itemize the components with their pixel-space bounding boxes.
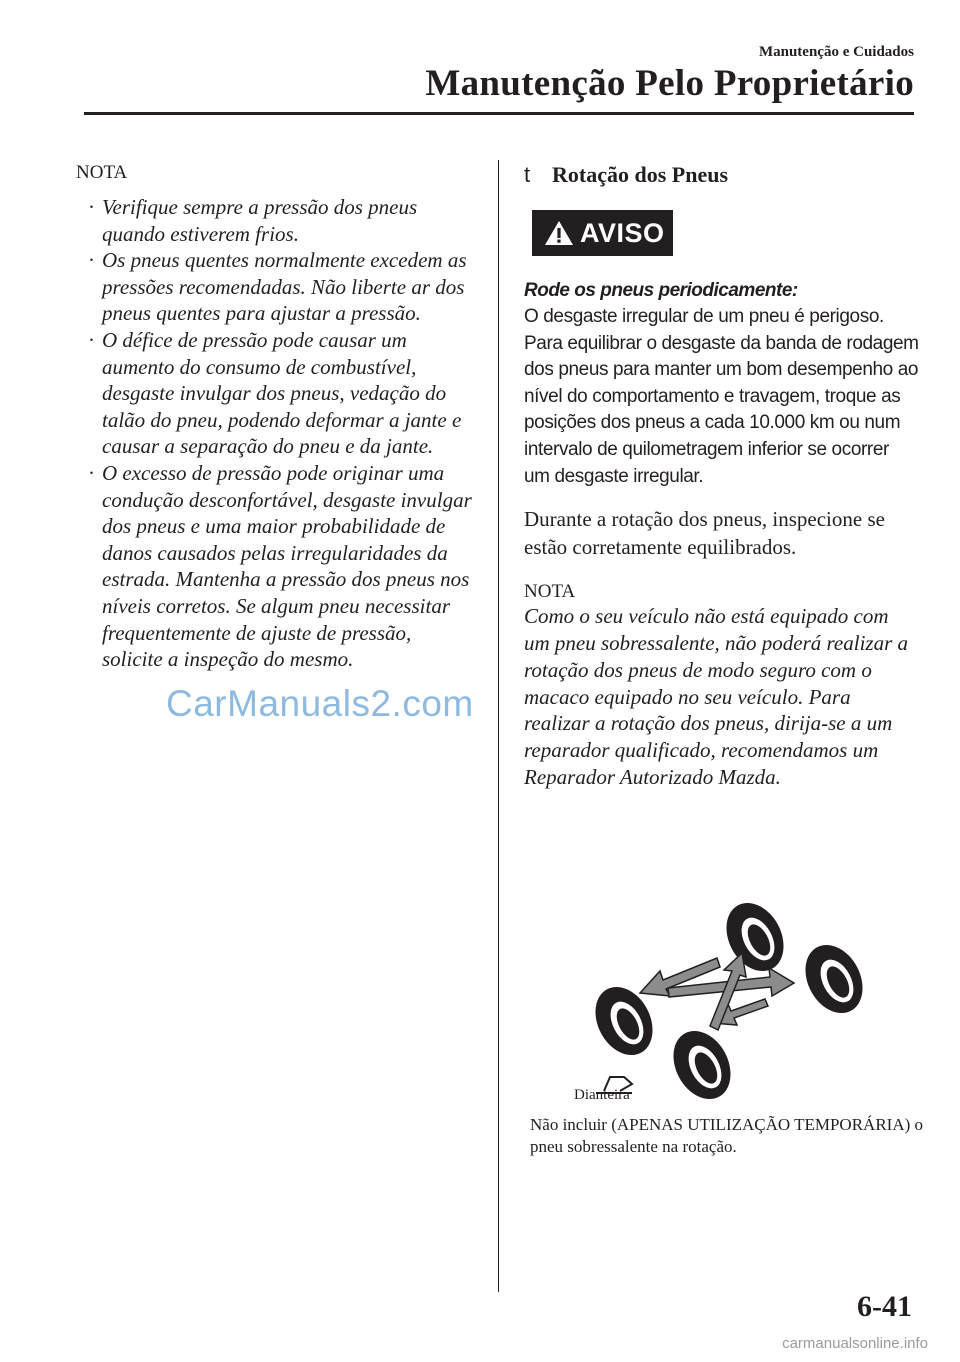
list-item bbox=[76, 460, 476, 673]
note-list bbox=[76, 194, 476, 673]
list-item bbox=[76, 327, 476, 460]
header-section-title: Manutenção e Cuidados bbox=[758, 44, 914, 60]
section-heading bbox=[524, 162, 919, 188]
header-chapter-title: Manutenção Pelo Proprietário bbox=[425, 63, 914, 104]
tire-rotation-diagram bbox=[590, 895, 865, 1110]
note-label: NOTA bbox=[524, 581, 576, 603]
diagram-caption: Não incluir (APENAS UTILIZAÇÃO TEMPORÁRIA) o pneu sobressalente na rotação. bbox=[530, 1115, 924, 1156]
note-text: Como o seu veículo não está equipado com um pneu sobressalente, não poderá realizar a rotação dos pneus de modo seguro com o macaco equipado no seu veículo. Para realizar a rotação dos pneus, dirija-se a um reparador qualificado, recomendamos um Reparador Autorizado Mazda. bbox=[524, 604, 908, 789]
tire-icon bbox=[662, 1021, 742, 1109]
front-label: Dianteira bbox=[574, 1087, 630, 1103]
bullet-icon: · bbox=[88, 195, 95, 219]
page-number: 6-41 bbox=[857, 1290, 912, 1323]
list-item-text: Os pneus quentes normalmente excedem as pressões recomendadas. Não liberte ar dos pneus quentes para ajustar a pressão. bbox=[102, 248, 467, 326]
warning-text: O desgaste irregular de um pneu é perigoso. Para equilibrar o desgaste da banda de rodagem dos pneus para manter um bom desempenho ao nível do comportamento e travagem, troque as posições dos pneus a cada 10.000 km ou num intervalo de quilometragem inferior se ocorrer um desgaste irregular. bbox=[524, 306, 919, 487]
body-text: Durante a rotação dos pneus, inspecione se estão corretamente equilibrados. bbox=[524, 507, 885, 559]
watermark: CarManuals2.com bbox=[166, 683, 474, 724]
list-item bbox=[76, 194, 476, 247]
bullet-icon: · bbox=[88, 460, 95, 485]
right-column bbox=[524, 162, 919, 791]
list-item-text: O excesso de pressão pode originar uma condução desconfortável, desgaste invulgar dos pneus e uma maior probabilidade de danos causados pelas irregularidades da estrada. Mantenha a pressão dos pneus nos níveis corretos. Se algum pneu necessitar frequentemente de ajuste de pressão, solicite a inspeção do mesmo. bbox=[102, 460, 472, 672]
list-item-text: O défice de pressão pode causar um aumento do consumo de combustível, desgaste invulgar dos pneus, vedação do talão do pneu, podendo deformar a jante e causar a separação do pneu e da jante. bbox=[102, 327, 462, 459]
page-header bbox=[0, 0, 960, 120]
footer-url: carmanualsonline.info bbox=[782, 1335, 928, 1352]
list-item bbox=[76, 247, 476, 327]
bullet-icon: · bbox=[88, 327, 95, 352]
section-title: Rotação dos Pneus bbox=[552, 162, 729, 187]
list-item-text: Verifique sempre a pressão dos pneus quando estiverem frios. bbox=[102, 195, 418, 246]
header-rule bbox=[84, 112, 914, 115]
bullet-icon: · bbox=[88, 248, 95, 273]
column-divider bbox=[498, 160, 499, 1292]
warning-heading: Rode os pneus periodicamente: bbox=[524, 280, 798, 301]
left-column bbox=[76, 162, 476, 673]
tire-icon bbox=[794, 935, 865, 1023]
section-marker-icon: t bbox=[524, 162, 531, 187]
warning-badge-label: AVISO bbox=[580, 217, 665, 248]
warning-triangle-icon bbox=[544, 220, 574, 246]
warning-badge bbox=[532, 210, 673, 256]
note-label: NOTA bbox=[76, 162, 128, 183]
